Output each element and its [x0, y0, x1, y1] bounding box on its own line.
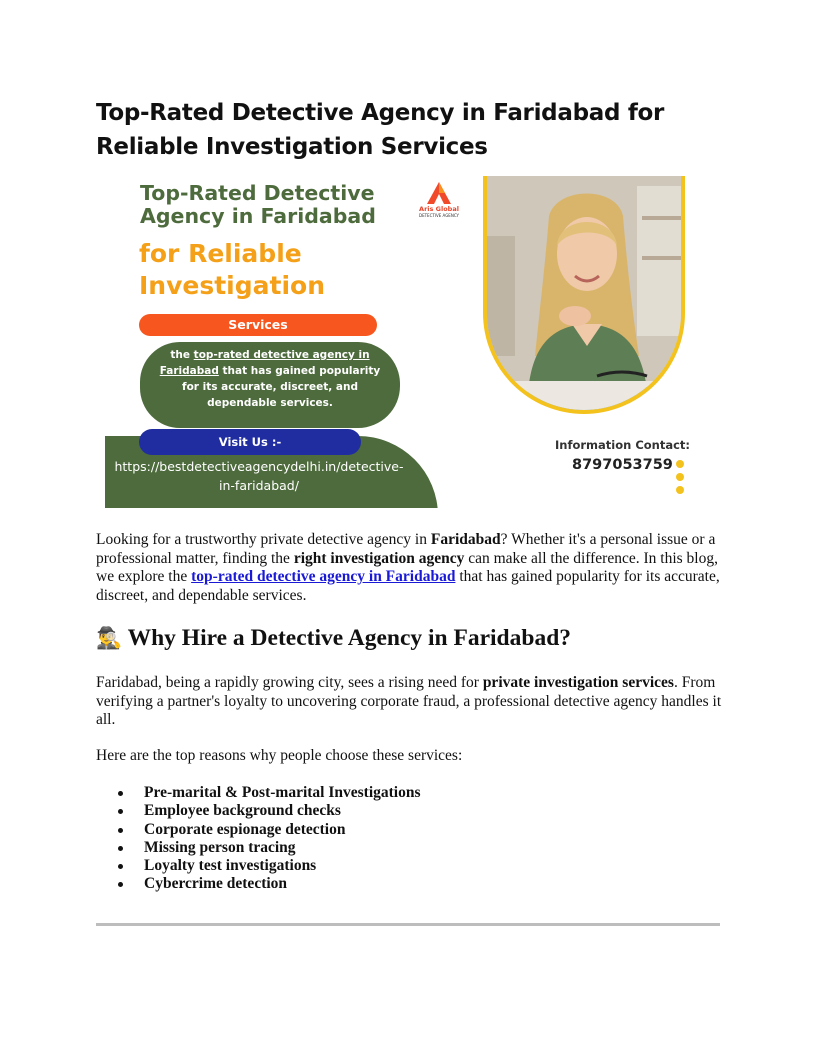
why-text-end: . From verifying a partner's loyalty to uncovering corporate fraud, a professional detective agency handles it all.: [96, 674, 722, 728]
intro-text-2: ? Whether it's a personal issue or a professional matter, finding the: [96, 531, 716, 567]
detective-icon: 🕵️‍♂️: [96, 626, 123, 650]
why-bold: private investigation services: [482, 674, 674, 691]
contact-label: Information Contact:: [555, 438, 691, 452]
agency-link[interactable]: top-rated detective agency in Faridabad: [191, 568, 456, 585]
banner-url: https://bestdetectiveagencydelhi.in/detective-in-faridabad/: [114, 459, 404, 493]
desc-link: top-rated detective agency in Faridabad: [159, 349, 370, 377]
logo-mark-icon: [426, 181, 452, 205]
phone-icon: [676, 460, 684, 468]
contact-phone: 8797053759: [572, 457, 673, 473]
email-icon: [676, 473, 684, 481]
intro-paragraph: [96, 531, 726, 605]
banner-subheading: for Reliable Investigation: [139, 239, 326, 300]
list-item: Pre-marital & Post-marital Investigations: [118, 784, 421, 802]
banner-heading: Top-Rated Detective Agency in Faridabad: [140, 181, 376, 228]
horizontal-divider: [96, 923, 720, 926]
intro-text-1: Looking for a trustworthy private detective agency in: [96, 531, 431, 548]
section-heading: [96, 622, 736, 654]
intro-bold-2: right investigation agency: [293, 549, 465, 567]
intro-text-4: that has gained popularity for its accurate, discreet, and dependable services.: [96, 568, 720, 604]
list-item: Cybercrime detection: [118, 875, 421, 893]
why-text: Faridabad, being a rapidly growing city, sees a rising need for: [96, 674, 483, 691]
list-item: Employee background checks: [118, 802, 421, 820]
list-item: Loyalty test investigations: [118, 857, 421, 875]
logo-tagline: DETECTIVE AGENCY: [419, 213, 459, 218]
desc-prefix: the: [170, 349, 194, 361]
services-pill: Services: [139, 314, 377, 336]
section-heading-text: Why Hire a Detective Agency in Faridabad?: [122, 625, 572, 651]
page-title: Top-Rated Detective Agency in Faridabad for Reliable Investigation Services: [96, 100, 665, 160]
intro-text-3: can make all the difference. In this blog, we explore the: [96, 549, 718, 585]
reasons-intro: Here are the top reasons why people choose these services:: [96, 747, 463, 764]
why-paragraph: [96, 674, 726, 730]
aris-global-logo: [408, 181, 470, 218]
list-item: Corporate espionage detection: [118, 821, 421, 839]
woman-illustration: [487, 176, 685, 414]
banner-description: [155, 347, 385, 411]
web-icon: [676, 486, 684, 494]
banner-image: [105, 176, 695, 508]
intro-bold-1: Faridabad: [430, 531, 501, 548]
reasons-list: [118, 784, 421, 894]
woman-photo: [483, 176, 685, 414]
visit-us-pill: Visit Us :-: [139, 429, 361, 455]
desc-suffix: that has gained popularity for its accurate, discreet, and dependable services.: [182, 365, 381, 409]
list-item: Missing person tracing: [118, 839, 421, 857]
logo-name: Aris Global: [419, 205, 459, 213]
